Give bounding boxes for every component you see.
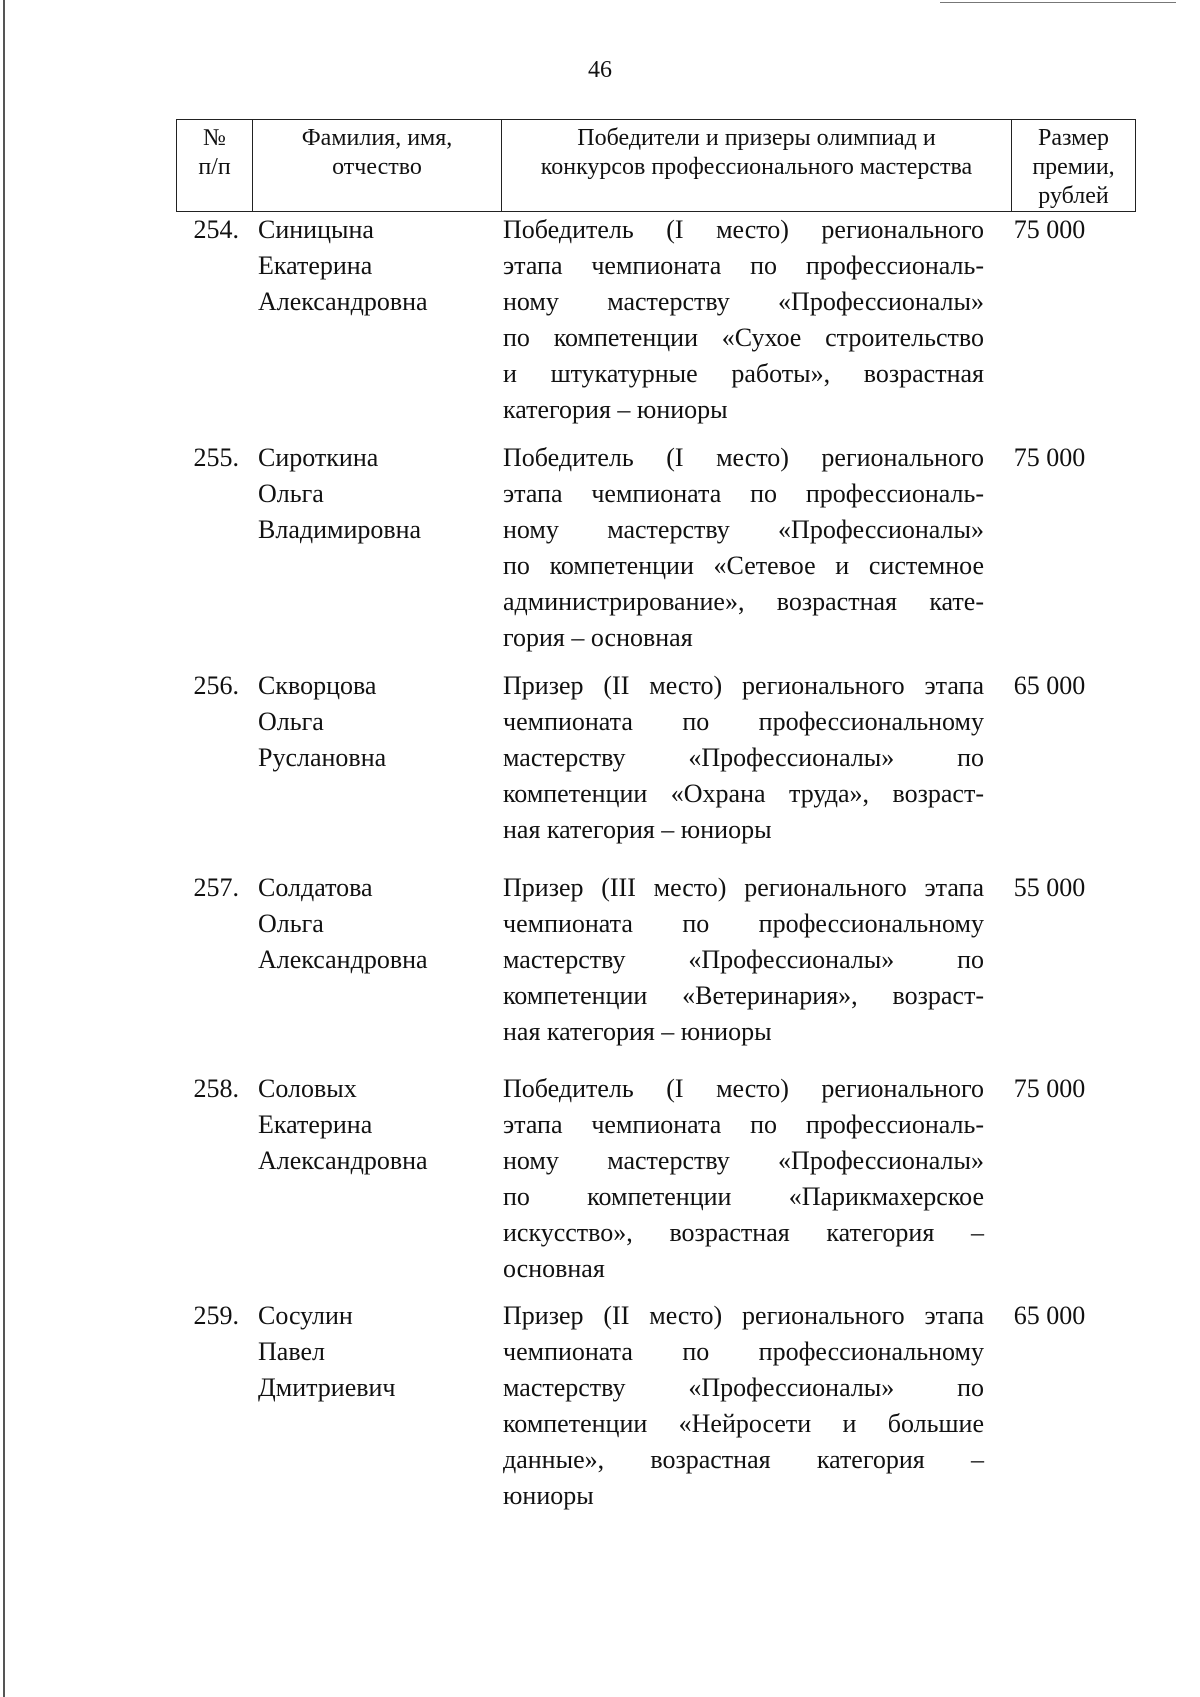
row-name-line: Скворцова	[258, 671, 377, 700]
row-description-line: ному мастерству «Профессионалы»	[503, 1146, 984, 1175]
row-number: 259.	[193, 1301, 239, 1330]
row-description-line: юниоры	[503, 1481, 594, 1510]
row-number: 255.	[193, 443, 239, 472]
row-description-line: этапа чемпионата по профессиональ-	[503, 479, 984, 508]
row-description-line: компетенции «Нейросети и большие	[503, 1409, 984, 1438]
row-name-line: Екатерина	[258, 1110, 373, 1139]
row-number: 257.	[193, 873, 239, 902]
header-col-amount-line: премии,	[1032, 154, 1115, 180]
row-amount: 65 000	[1013, 671, 1086, 700]
header-col-description-line: конкурсов профессионального мастерства	[540, 154, 973, 180]
row-description-line: ная категория – юниоры	[503, 1017, 772, 1046]
row-description-line: Победитель (I место) регионального	[503, 443, 984, 472]
row-description-line: этапа чемпионата по профессиональ-	[503, 1110, 984, 1139]
table-header	[176, 119, 1136, 212]
row-description	[503, 212, 984, 428]
row-description-line: основная	[503, 1254, 605, 1283]
row-description	[503, 668, 984, 848]
row-name-line: Павел	[258, 1337, 325, 1366]
row-name	[258, 212, 478, 320]
row-description-line: данные», возрастная категория –	[503, 1445, 984, 1474]
row-name	[258, 668, 478, 776]
row-amount: 75 000	[1013, 215, 1086, 244]
row-description-line: Призер (II место) регионального этапа	[503, 1301, 984, 1330]
row-name-line: Екатерина	[258, 251, 373, 280]
header-col-name-line: отчество	[332, 154, 422, 180]
header-col-description	[502, 120, 1012, 212]
row-amount: 75 000	[1013, 1074, 1086, 1103]
row-description-line: по компетенции «Сетевое и системное	[503, 551, 984, 580]
row-description	[503, 1071, 984, 1287]
row-name	[258, 1298, 478, 1406]
row-description-line: мастерству «Профессионалы» по	[503, 1373, 984, 1402]
row-name-line: Сироткина	[258, 443, 379, 472]
row-name-line: Александровна	[258, 945, 428, 974]
header-col-amount-line: рублей	[1038, 183, 1109, 209]
row-description	[503, 1298, 984, 1514]
row-description-line: этапа чемпионата по профессиональ-	[503, 251, 984, 280]
row-description-line: Призер (II место) регионального этапа	[503, 671, 984, 700]
row-description-line: Победитель (I место) регионального	[503, 1074, 984, 1103]
header-col-amount-line: Размер	[1038, 125, 1109, 151]
row-description-line: гория – основная	[503, 623, 693, 652]
row-name-line: Руслановна	[258, 743, 387, 772]
row-name	[258, 1071, 478, 1179]
row-amount: 55 000	[1013, 873, 1086, 902]
row-description-line: компетенции «Ветеринария», возраст-	[503, 981, 984, 1010]
header-col-name-line: Фамилия, имя,	[301, 125, 453, 151]
row-name-line: Солдатова	[258, 873, 373, 902]
page-number: 46	[588, 57, 612, 83]
row-description-line: чемпионата по профессиональному	[503, 1337, 984, 1366]
row-name-line: Александровна	[258, 287, 428, 316]
row-name-line: Синицына	[258, 215, 374, 244]
row-description-line: компетенции «Охрана труда», возраст-	[503, 779, 984, 808]
row-name-line: Дмитриевич	[258, 1373, 396, 1402]
header-col-description-line: Победители и призеры олимпиад и	[577, 125, 936, 151]
row-name-line: Ольга	[258, 707, 324, 736]
header-col-number-line: №	[203, 125, 226, 151]
row-number: 258.	[193, 1074, 239, 1103]
row-name-line: Сосулин	[258, 1301, 353, 1330]
row-amount: 75 000	[1013, 443, 1086, 472]
row-number: 256.	[193, 671, 239, 700]
row-description-line: ному мастерству «Профессионалы»	[503, 515, 984, 544]
row-description-line: категория – юниоры	[503, 395, 728, 424]
row-name-line: Александровна	[258, 1146, 428, 1175]
row-description-line: ному мастерству «Профессионалы»	[503, 287, 984, 316]
scan-edge-top	[940, 2, 1176, 3]
scan-edge-left	[3, 0, 5, 1697]
header-col-amount	[1012, 120, 1136, 212]
row-description-line: по компетенции «Парикмахерское	[503, 1182, 984, 1211]
row-amount: 65 000	[1013, 1301, 1086, 1330]
row-description-line: и штукатурные работы», возрастная	[503, 359, 984, 388]
row-description-line: мастерству «Профессионалы» по	[503, 743, 984, 772]
header-col-number	[177, 120, 253, 212]
row-name	[258, 870, 478, 978]
header-col-name	[253, 120, 502, 212]
row-description-line: по компетенции «Сухое строительство	[503, 323, 984, 352]
header-col-number-line: п/п	[198, 154, 231, 180]
row-name-line: Ольга	[258, 479, 324, 508]
row-name-line: Ольга	[258, 909, 324, 938]
row-description-line: чемпионата по профессиональному	[503, 909, 984, 938]
row-name-line: Владимировна	[258, 515, 422, 544]
row-description-line: искусство», возрастная категория –	[503, 1218, 984, 1247]
row-description	[503, 440, 984, 656]
row-number: 254.	[193, 215, 239, 244]
row-description-line: чемпионата по профессиональному	[503, 707, 984, 736]
row-name	[258, 440, 478, 548]
row-name-line: Соловых	[258, 1074, 357, 1103]
row-description-line: мастерству «Профессионалы» по	[503, 945, 984, 974]
row-description-line: Победитель (I место) регионального	[503, 215, 984, 244]
row-description-line: Призер (III место) регионального этапа	[503, 873, 984, 902]
row-description	[503, 870, 984, 1050]
row-description-line: ная категория – юниоры	[503, 815, 772, 844]
row-description-line: администрирование», возрастная кате-	[503, 587, 984, 616]
